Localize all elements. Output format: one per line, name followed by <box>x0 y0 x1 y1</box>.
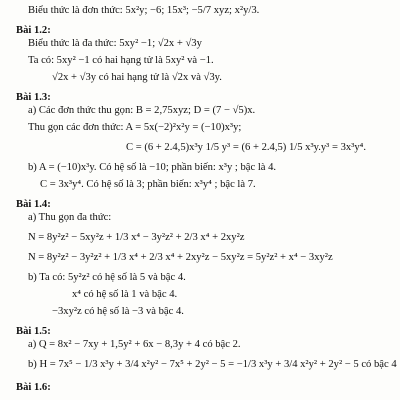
section-heading: Bài 1.2: <box>16 25 51 36</box>
text-line: Biểu thức là đa thức: 5xy² −1; √2x + √3y <box>28 38 202 49</box>
text-line: C = 3x³y⁴. Có hệ số là 3; phần biến: x³y⁴ ; bậc là 7. <box>40 179 256 190</box>
section-heading: Bài 1.3: <box>16 92 51 103</box>
text-line: C = (6 + 2.4,5)x³y 1/5 y³ = (6 + 2.4,5) 1/5 x³y.y³ = 3x³y⁴. <box>126 142 367 153</box>
text-line: Thu gọn các đơn thức: A = 5x(−2)²x²y = (−10)x³y; <box>28 122 242 133</box>
section-heading: Bài 1.5: <box>16 326 51 337</box>
text-line: a) Q = 8x² − 7xy + 1,5y² + 6x − 8,3y + 4 có bậc 2. <box>28 339 241 350</box>
text-line: −3xy²z có hệ số là −3 và bậc 4. <box>52 306 184 317</box>
text-line: b) A = (−10)x³y. Có hệ số là −10; phần biến: x³y ; bậc là 4. <box>28 162 277 173</box>
text-line: b) H = 7x⁵ − 1/3 x³y + 3/4 x²y² − 7x⁵ + 2y² − 5 = −1/3 x³y + 3/4 x²y² + 2y² − 5 có bậc 4 <box>28 359 397 370</box>
text-line: b) Ta có: 5y²z² có hệ số là 5 và bậc 4. <box>28 272 186 283</box>
section-heading: Bài 1.6: <box>16 382 51 393</box>
section-heading: Bài 1.4: <box>16 199 51 210</box>
text-line: √2x + √3y có hai hạng tử là √2x và √3y. <box>52 72 222 83</box>
text-line: x⁴ có hệ số là 1 và bậc 4. <box>72 289 178 300</box>
text-line: N = 8y²z² − 5xy²z + 1/3 x⁴ − 3y²z² + 2/3 x⁴ + 2xy²z <box>28 232 245 243</box>
text-line: N = 8y²z² − 3y²z² + 1/3 x⁴ + 2/3 x⁴ + 2xy²z − 5xy²z = 5y²z² + x⁴ − 3xy²z <box>28 252 333 263</box>
text-line: Biểu thức là đơn thức: 5x²y; −6; 15x³; −5/7 xyz; x²y/3. <box>28 5 260 16</box>
text-line: Ta có: 5xy² −1 có hai hạng tử là 5xy² và −1. <box>28 55 214 66</box>
text-line: a) Các đơn thức thu gọn: B = 2,75xyz; D = (7 − √5)x. <box>28 105 256 116</box>
text-line: a) Thu gọn đa thức: <box>28 212 112 223</box>
